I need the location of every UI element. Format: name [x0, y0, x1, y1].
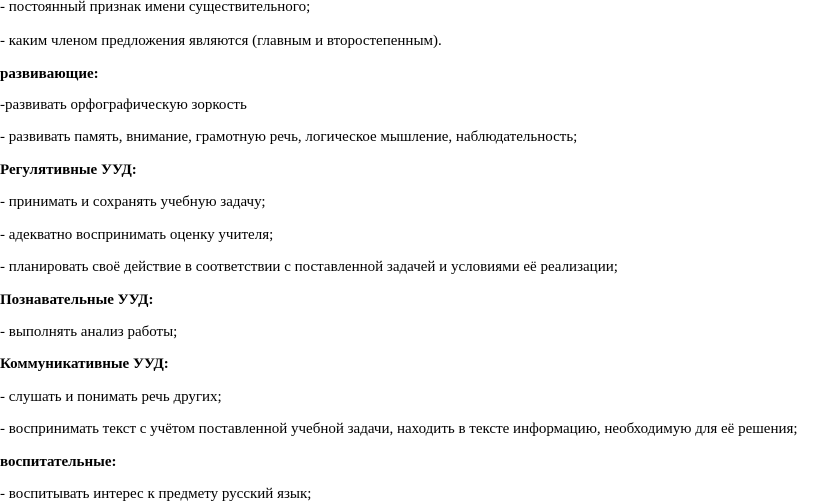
- section-heading: Познавательные УУД:: [0, 292, 154, 308]
- section-heading: Регулятивные УУД:: [0, 162, 137, 178]
- section-heading: развивающие:: [0, 66, 99, 82]
- text-line: - планировать своё действие в соответствии с поставленной задачей и условиями её реализации;: [0, 259, 618, 275]
- section-heading: Коммуникативные УУД:: [0, 356, 169, 372]
- text-line: - каким членом предложения являются (главным и второстепенным).: [0, 33, 442, 49]
- text-line: - воспринимать текст с учётом поставленной учебной задачи, находить в тексте информацию, необходимую для её решения;: [0, 421, 798, 437]
- text-line: - выполнять анализ работы;: [0, 324, 178, 340]
- text-line: - принимать и сохранять учебную задачу;: [0, 194, 266, 210]
- text-line: - слушать и понимать речь других;: [0, 389, 222, 405]
- text-line: - развивать память, внимание, грамотную речь, логическое мышление, наблюдательность;: [0, 129, 578, 145]
- text-line: - воспитывать интерес к предмету русский язык;: [0, 486, 312, 502]
- text-line: - постоянный признак имени существительного;: [0, 0, 311, 15]
- text-line: -развивать орфографическую зоркость: [0, 97, 247, 113]
- section-heading: воспитательные:: [0, 454, 117, 470]
- text-line: - адекватно воспринимать оценку учителя;: [0, 227, 274, 243]
